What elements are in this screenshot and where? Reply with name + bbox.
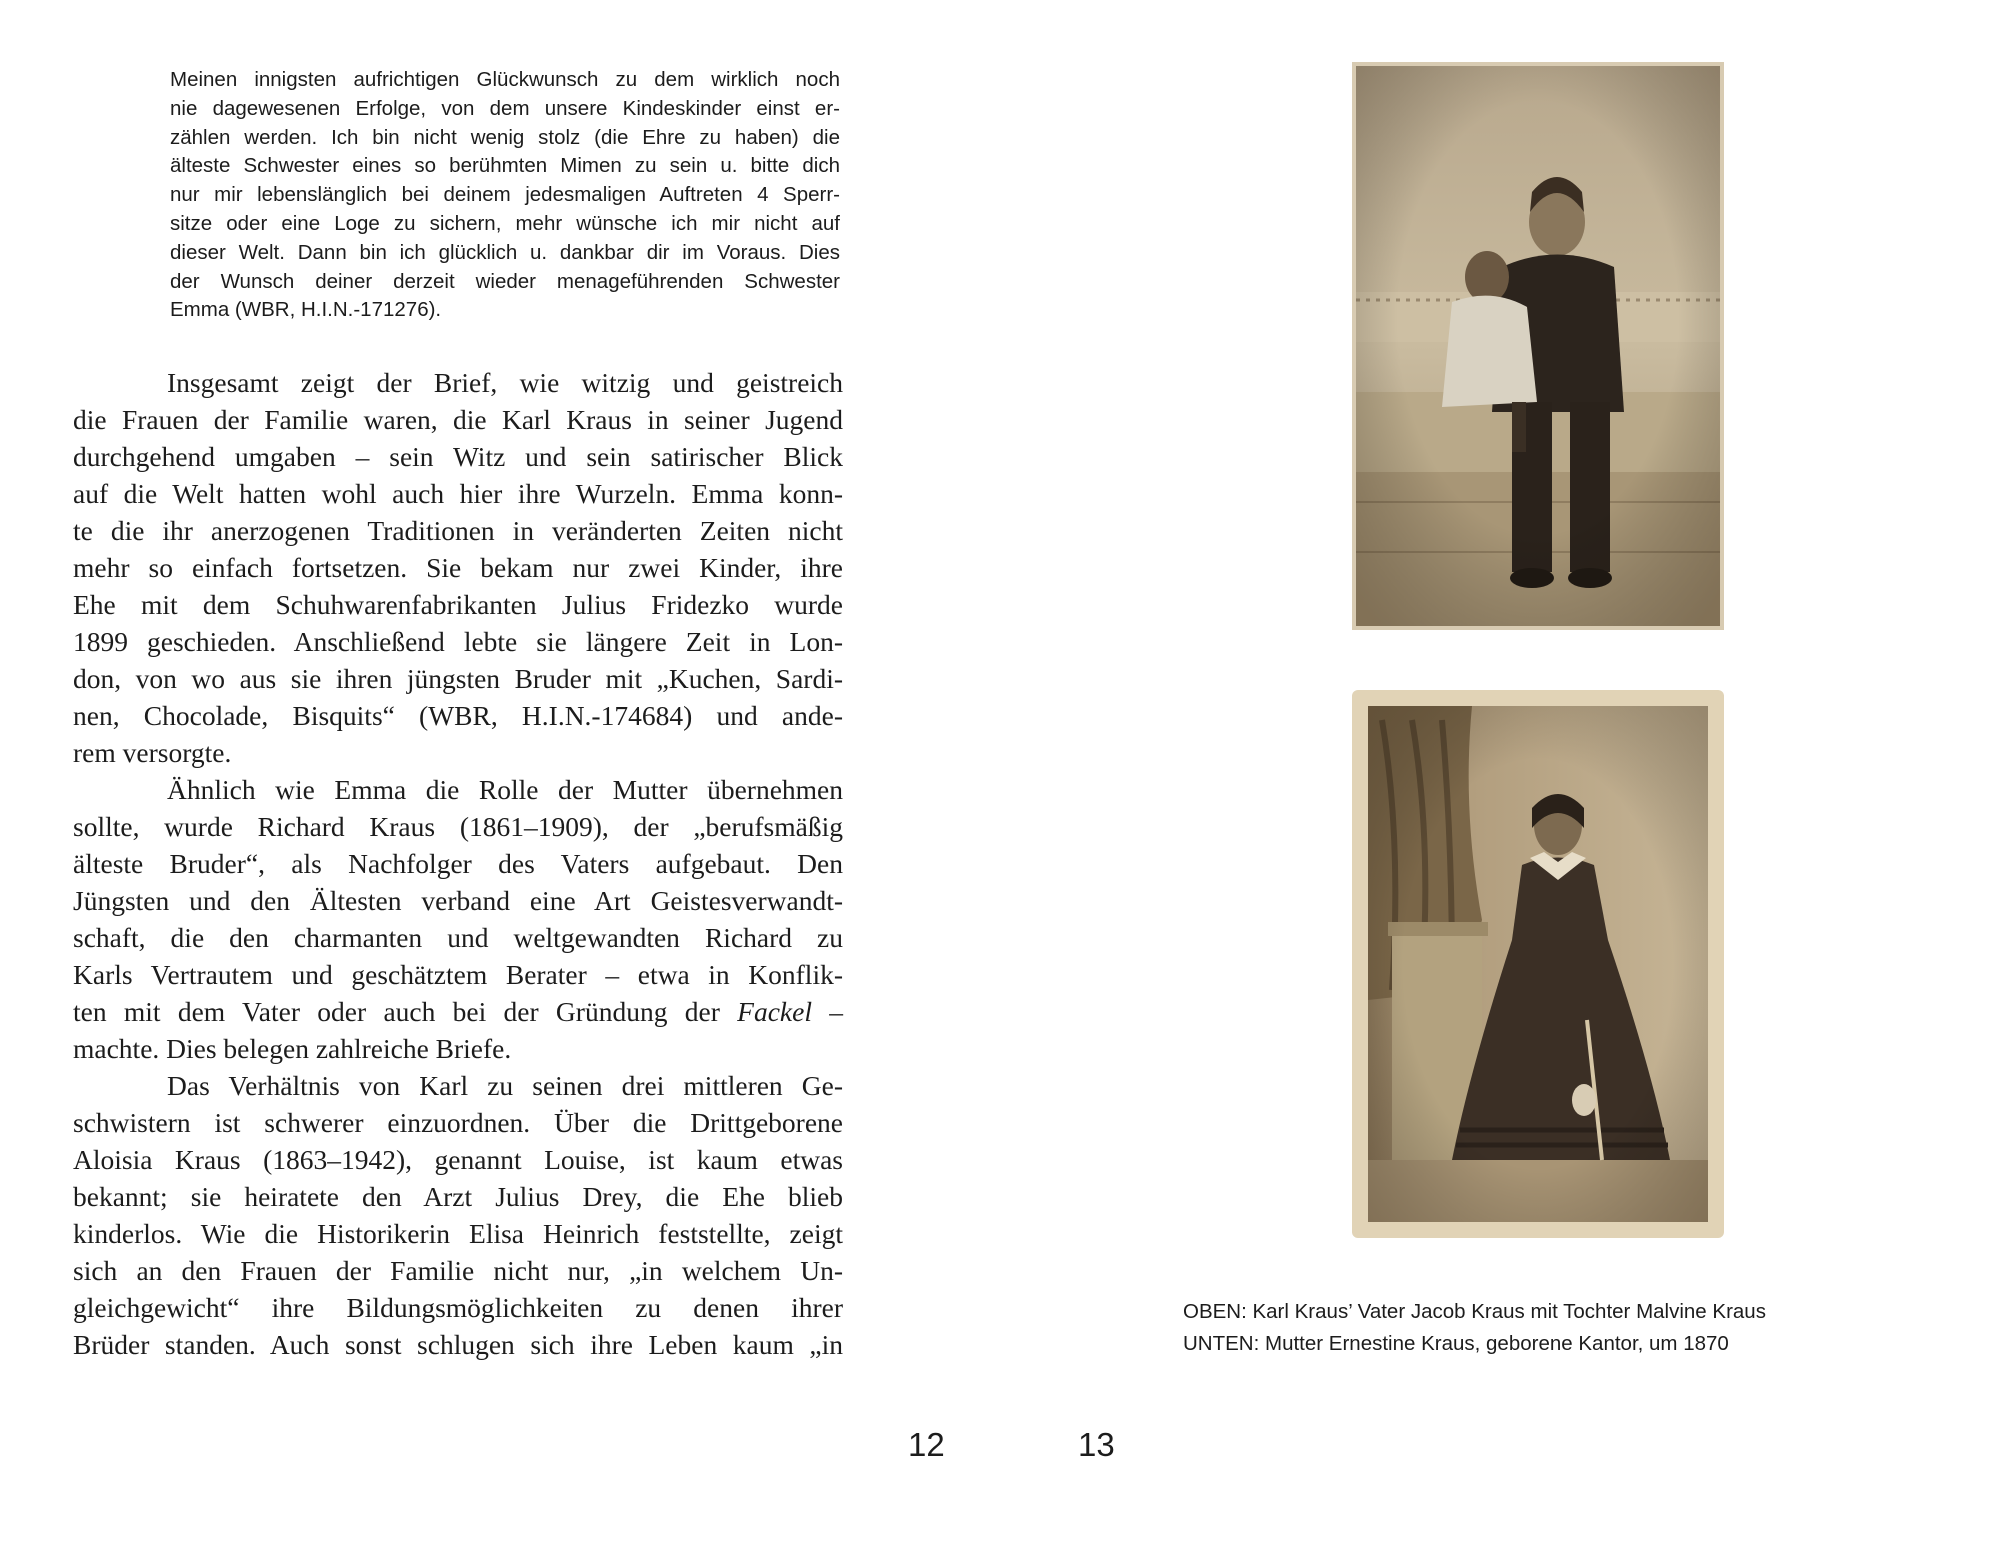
photo-father-daughter-image — [1352, 62, 1724, 630]
photo-father-daughter — [1352, 62, 1724, 630]
body-line-text: ten mit dem Vater oder auch bei der Gründung der — [73, 996, 720, 1027]
quote-line: sitze oder eine Loge zu sichern, mehr wünsche ich mir nicht auf — [170, 211, 840, 235]
body-text — [73, 364, 843, 1363]
quote-line: zählen werden. Ich bin nicht wenig stolz (die Ehre zu haben) die — [170, 125, 840, 149]
fackel-dash: – — [811, 996, 844, 1027]
caption-bottom: UNTEN: Mutter Ernestine Kraus, geborene Kantor, um 1870 — [1183, 1332, 1729, 1355]
body-line: die Frauen der Familie waren, die Karl Kraus in seiner Jugend — [73, 404, 843, 435]
body-line: Brüder standen. Auch sonst schlugen sich ihre Leben kaum „in — [73, 1329, 843, 1360]
quote-line: Emma (WBR, H.I.N.-171276). — [170, 298, 442, 322]
body-line: Karls Vertrautem und geschätztem Berater – etwa in Konflik- — [73, 959, 843, 990]
body-line: durchgehend umgaben – sein Witz und sein satirischer Blick — [73, 441, 843, 472]
body-line: sich an den Frauen der Familie nicht nur, „in welchem Un- — [73, 1255, 843, 1286]
page-number-right: 13 — [1078, 1426, 1115, 1463]
body-line-fackel — [73, 993, 843, 1030]
page-number-left: 12 — [908, 1426, 945, 1463]
caption-top: OBEN: Karl Kraus’ Vater Jacob Kraus mit Tochter Malvine Kraus — [1183, 1300, 1766, 1323]
body-line: kinderlos. Wie die Historikerin Elisa Heinrich feststellte, zeigt — [73, 1218, 843, 1249]
body-line: gleichgewicht“ ihre Bildungsmöglichkeiten zu denen ihrer — [73, 1292, 843, 1323]
quote-line: nur mir lebenslänglich bei deinem jedesmaligen Auftreten 4 Sperr- — [170, 183, 840, 207]
quote-line: dieser Welt. Dann bin ich glücklich u. dankbar dir im Voraus. Dies — [170, 240, 840, 264]
quote-line: Meinen innigsten aufrichtigen Glückwunsch zu dem wirklich noch — [170, 68, 840, 91]
photo-caption — [1183, 1296, 1863, 1360]
photo-mother — [1352, 690, 1724, 1238]
body-line: Jüngsten und den Ältesten verband eine Art Geistesverwandt- — [73, 885, 843, 916]
quote-line: nie dagewesenen Erfolge, von dem unsere Kindeskinder einst er- — [170, 96, 840, 120]
body-line: Ähnlich wie Emma die Rolle der Mutter übernehmen — [167, 774, 843, 805]
body-line: Insgesamt zeigt der Brief, wie witzig und geistreich — [167, 367, 843, 398]
fackel-italic: Fackel — [737, 996, 812, 1027]
body-line: machte. Dies belegen zahlreiche Briefe. — [73, 1033, 512, 1064]
body-line: te die ihr anerzogenen Traditionen in veränderten Zeiten nicht — [73, 515, 843, 546]
photo-mother-image — [1352, 690, 1724, 1238]
quote-line: der Wunsch deiner derzeit wieder menageführenden Schwester — [170, 269, 840, 293]
body-line: auf die Welt hatten wohl auch hier ihre Wurzeln. Emma konn- — [73, 478, 843, 509]
body-line: schaft, die den charmanten und weltgewandten Richard zu — [73, 922, 843, 953]
body-line: Das Verhältnis von Karl zu seinen drei mittleren Ge- — [167, 1070, 843, 1101]
letter-quote — [170, 66, 840, 325]
body-line: älteste Bruder“, als Nachfolger des Vaters aufgebaut. Den — [73, 848, 843, 879]
body-line: Aloisia Kraus (1863–1942), genannt Louise, ist kaum etwas — [73, 1144, 843, 1175]
body-line: Ehe mit dem Schuhwarenfabrikanten Julius Fridezko wurde — [73, 589, 843, 620]
body-line: nen, Chocolade, Bisquits“ (WBR, H.I.N.-174684) und ande- — [73, 700, 843, 731]
body-line: schwistern ist schwerer einzuordnen. Über die Drittgeborene — [73, 1107, 843, 1138]
body-line: rem versorgte. — [73, 737, 232, 768]
quote-line: älteste Schwester eines so berühmten Mimen zu sein u. bitte dich — [170, 154, 840, 178]
body-line: sollte, wurde Richard Kraus (1861–1909), der „berufsmäßig — [73, 811, 843, 842]
body-line: mehr so einfach fortsetzen. Sie bekam nur zwei Kinder, ihre — [73, 552, 843, 583]
body-line: bekannt; sie heiratete den Arzt Julius Drey, die Ehe blieb — [73, 1181, 843, 1212]
body-line: 1899 geschieden. Anschließend lebte sie längere Zeit in Lon- — [73, 626, 843, 657]
body-line: don, von wo aus sie ihren jüngsten Bruder mit „Kuchen, Sardi- — [73, 663, 843, 694]
